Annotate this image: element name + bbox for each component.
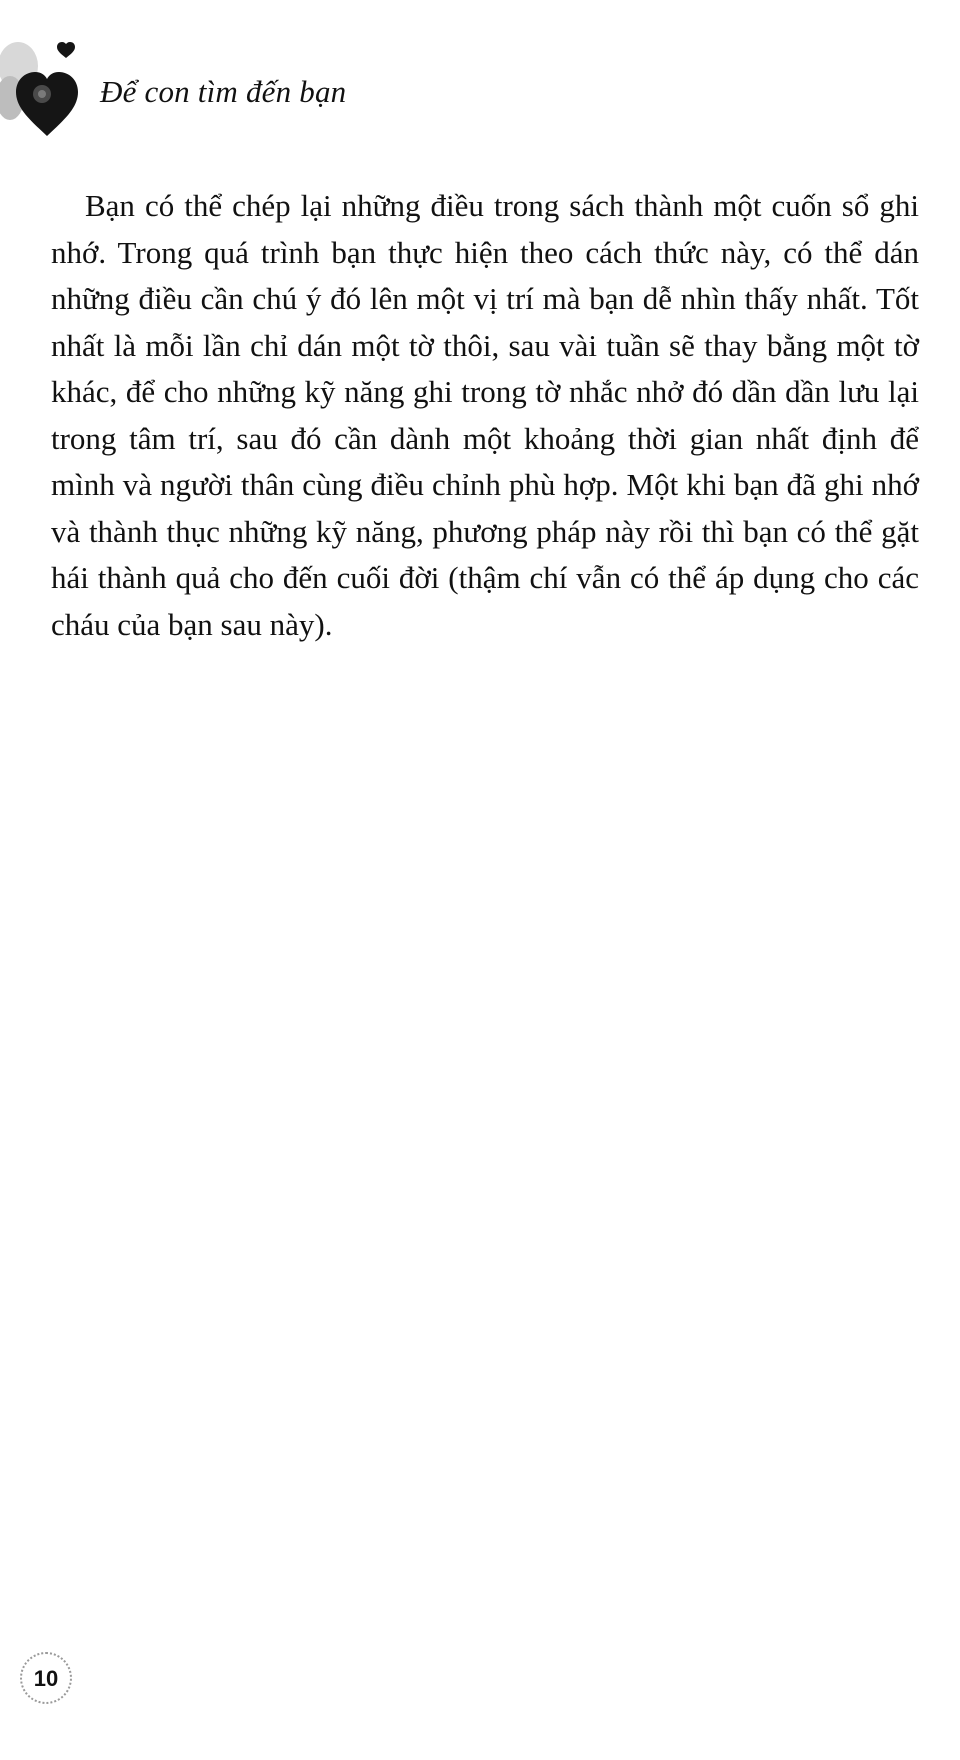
header-ornament xyxy=(0,28,92,140)
running-title: Để con tìm đến bạn xyxy=(100,74,347,109)
heart-icon xyxy=(16,72,78,136)
page-header xyxy=(0,28,420,148)
heart-highlight-core xyxy=(38,90,46,98)
page-number: 10 xyxy=(33,1666,59,1691)
small-heart-icon xyxy=(57,42,75,58)
page-number-badge xyxy=(20,1652,72,1704)
body-paragraph: Bạn có thể chép lại những điều trong sách thành một cuốn sổ ghi nhớ. Trong quá trình bạn thực hiện theo cách thức này, có thể dán những điều cần chú ý đó lên một vị trí mà bạn dễ nhìn thấy nhất. Tốt nhất là mỗi lần chỉ dán một tờ thôi, sau vài tuần sẽ thay bằng một tờ khác, để cho những kỹ năng ghi trong tờ nhắc nhở đó dần dần lưu lại trong tâm trí, sau đó cần dành một khoảng thời gian nhất định để mình và người thân cùng điều chỉnh phù hợp. Một khi bạn đã ghi nhớ và thành thục những kỹ năng, phương pháp này rồi thì bạn có thể gặt hái thành quả cho đến cuối đời (thậm chí vẫn có thể áp dụng cho các cháu của bạn sau này). xyxy=(51,188,919,642)
